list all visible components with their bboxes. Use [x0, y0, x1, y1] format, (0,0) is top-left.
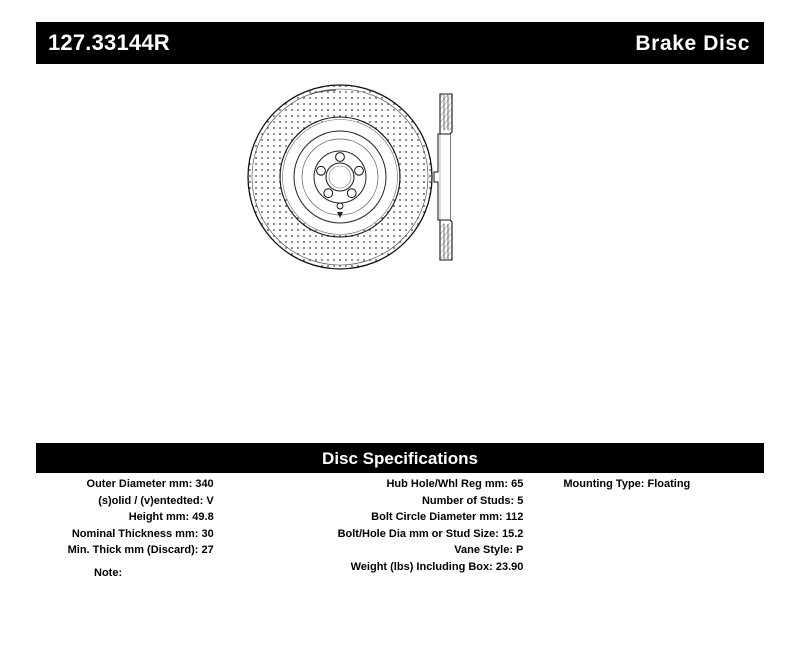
- part-number: 127.33144R: [48, 30, 170, 55]
- specs-column-middle: [218, 476, 528, 575]
- specs-column-right: [527, 476, 764, 493]
- spec-bolt-hole-dia: Bolt/Hole Dia mm or Stud Size: 15.2: [337, 527, 524, 540]
- spec-number-of-studs: Number of Studs: 5: [421, 494, 524, 507]
- spec-min-thickness: Min. Thick mm (Discard): 27: [67, 544, 214, 556]
- spec-mounting-type: Mounting Type: Floating: [563, 478, 691, 490]
- note-row: [36, 567, 764, 579]
- spec-nominal-thickness: Nominal Thickness mm: 30: [71, 527, 214, 540]
- spec-outer-diameter: Outer Diameter mm: 340: [86, 478, 214, 490]
- specs-table: [36, 476, 764, 575]
- spec-hub-hole: Hub Hole/Whl Reg mm: 65: [386, 478, 524, 490]
- rotor-drawing-area: [36, 72, 764, 422]
- specs-column-left: [36, 476, 218, 559]
- product-type: Brake Disc: [635, 31, 750, 55]
- header-bar: [36, 22, 764, 64]
- brake-rotor-drawing-icon: [200, 72, 600, 282]
- note-label: Note:: [94, 567, 123, 579]
- specs-title: Disc Specifications: [322, 448, 478, 468]
- spec-weight: Weight (lbs) Including Box: 23.90: [350, 560, 524, 573]
- spec-solid-vented: (s)olid / (v)entedted: V: [98, 494, 214, 507]
- disc-specifications-bar: [36, 443, 764, 473]
- spec-vane-style: Vane Style: P: [454, 544, 524, 556]
- spec-height: Height mm: 49.8: [128, 511, 214, 523]
- spec-bolt-circle-diameter: Bolt Circle Diameter mm: 112: [371, 511, 524, 523]
